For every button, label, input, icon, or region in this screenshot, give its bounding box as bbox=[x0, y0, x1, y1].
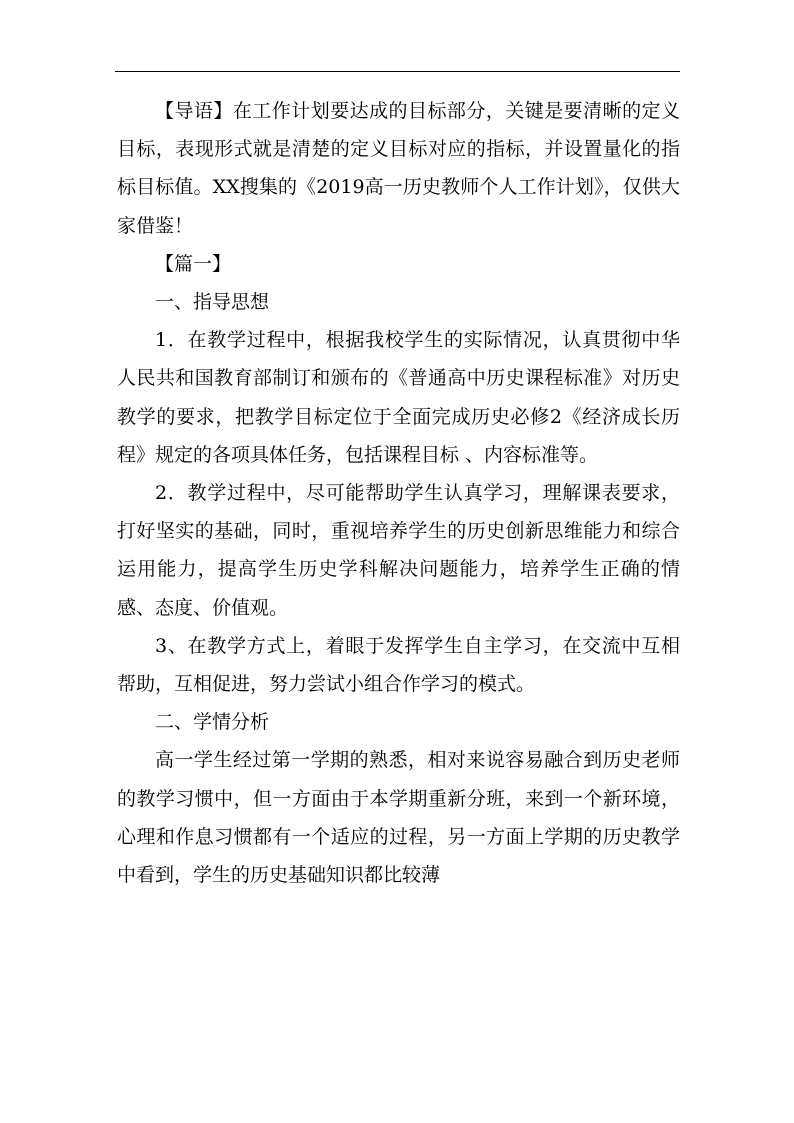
paragraph-point-1: 1．在教学过程中，根据我校学生的实际情况，认真贯彻中华人民共和国教育部制订和颁布的《普通高中历史课程标准》对历史教学的要求，把教学目标定位于全面完成历史必修2《经济成长历程》规定的各项具体任务，包括课程目标 、内容标准等。 bbox=[117, 329, 680, 466]
document-body bbox=[117, 92, 680, 894]
header-rule bbox=[115, 71, 680, 72]
paragraph-student-analysis: 高一学生经过第一学期的熟悉，相对来说容易融合到历史老师的教学习惯中，但一方面由于本学期重新分班，来到一个新环境，心理和作息习惯都有一个适应的过程，另一方面上学期的历史教学中看到，学生的历史基础知识都比较薄 bbox=[117, 749, 680, 887]
intro-paragraph: 【导语】在工作计划要达成的目标部分，关键是要清晰的定义目标，表现形式就是清楚的定义目标对应的指标，并设置量化的指标目标值。XX搜集的《2019高一历史教师个人工作计划》，仅供大家借鉴！ bbox=[117, 100, 680, 237]
heading-student-analysis: 二、学情分析 bbox=[155, 711, 270, 734]
heading-guiding-ideology: 一、指导思想 bbox=[155, 291, 270, 314]
section-heading-part-one: 【篇一】 bbox=[155, 252, 232, 275]
paragraph-point-2: 2．教学过程中，尽可能帮助学生认真学习，理解课表要求，打好坚实的基础，同时，重视培养学生的历史创新思维能力和综合运用能力，提高学生历史学科解决问题能力，培养学生正确的情感、态度、价值观。 bbox=[117, 482, 680, 619]
paragraph-point-3: 3、在教学方式上，着眼于发挥学生自主学习，在交流中互相帮助，互相促进，努力尝试小组合作学习的模式。 bbox=[117, 634, 680, 696]
